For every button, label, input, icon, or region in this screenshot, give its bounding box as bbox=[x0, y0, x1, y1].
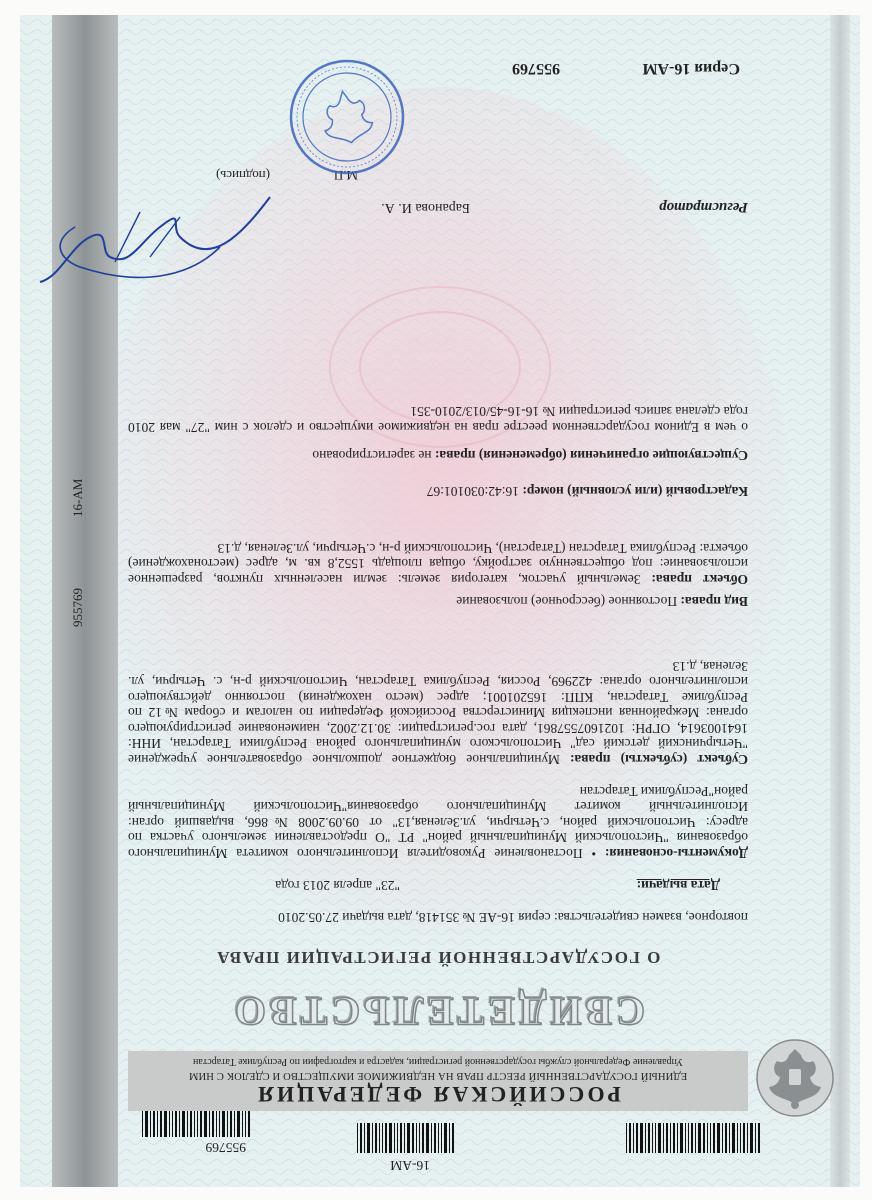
cadastral-label: Кадастровый (или условный) номер: bbox=[522, 484, 748, 499]
security-band-left bbox=[830, 15, 850, 1187]
side-series-label: 16-АМ bbox=[70, 478, 85, 517]
registry-record: о чем в Едином государственном реестре прав на недвижимое имущество и сделок с ним "27" мая 2010 года сделана запись регистрации № 16-16-45/013/2010-351 bbox=[128, 404, 748, 435]
registrar-name: Баранова И. А. bbox=[381, 200, 470, 215]
seal-label: М.П. bbox=[330, 168, 358, 183]
subject-text: Муниципальное бюджетное дошкольное образовательное учреждение "Четырчинский детский сад" Чистопольского муниципального района Республики Татарстан, ИНН: 1641003614, ОГРН: 1021607557861, дата гос.регистрации: 30.12.2002, наименование регистрирующего органа: Межрайонная инспекция Министерства Российской Федерации по налогам и сборам №12 по Республике Татарстан, КПП: 165201001; адрес (место нахождения) постоянно действующего исполнительного органа: 422969, Россия, Республика Татарстан, Чистопольский р-н, с. Четырчи, ул. Зеленая, д.13 bbox=[128, 659, 748, 767]
cadastral-block bbox=[128, 484, 748, 500]
basis-label: Документы-основания: bbox=[604, 846, 748, 861]
signature-caption: (подпись) bbox=[216, 168, 270, 183]
right-label: Вид права: bbox=[680, 594, 748, 609]
barcode-serial-label: 16-АМ bbox=[390, 1158, 430, 1173]
barcode-left bbox=[624, 1123, 760, 1153]
object-block bbox=[128, 541, 748, 588]
barcode-serial-number: 955769 bbox=[205, 1140, 246, 1155]
certificate-sheet bbox=[20, 15, 860, 1187]
encumbrance-label: Существующие ограничения (обременения) права: bbox=[434, 448, 748, 463]
barcode-right bbox=[140, 1107, 250, 1137]
registrar-label: Регистратор bbox=[659, 199, 748, 215]
authority-line: Управление Федеральной службы государственной регистрации, кадастра и картографии по Республике Татарстан bbox=[192, 1056, 684, 1067]
registry-line: ЕДИНЫЙ ГОСУДАРСТВЕННЫЙ РЕЕСТР ПРАВ НА НЕДВИЖИМОЕ ИМУЩЕСТВО И СДЕЛОК С НИМ bbox=[188, 1070, 688, 1081]
encumbrance-value: не зарегистрировано bbox=[312, 448, 432, 463]
barcode-middle bbox=[355, 1123, 454, 1153]
side-series-number: 955769 bbox=[70, 588, 85, 627]
subject-block bbox=[128, 659, 748, 768]
encumbrance-block bbox=[128, 448, 748, 464]
document-title: СВИДЕТЕЛЬСТВО bbox=[230, 989, 646, 1034]
registrar-signature-icon bbox=[30, 177, 280, 297]
subject-label: Субъект (субъекты) права: bbox=[569, 752, 748, 767]
double-eagle-emblem-icon bbox=[754, 1037, 836, 1119]
object-label: Объект права: bbox=[651, 572, 748, 587]
issue-date-label: Дата выдачи: bbox=[636, 878, 720, 893]
basis-block bbox=[128, 784, 748, 862]
series-number: 955769 bbox=[512, 60, 560, 77]
reissue-line: повторное, взамен свидетельства: серия 16-АЕ № 351418, дата выдачи 27.05.2010 bbox=[278, 910, 748, 925]
cadastral-value: 16:42:030101:67 bbox=[426, 484, 519, 499]
series-label: Серия 16-АМ bbox=[642, 60, 740, 77]
right-block bbox=[128, 594, 748, 610]
object-text: Земельный участок, категория земель: земли населенных пунктов, разрешенное использование: под общественную застройку, общая площадь 1552,8 кв. м, адрес (местонахождение) объекта: Республика Татарстан (Татарстан), Чистопольский р-н, с.Четырчи, ул.Зеленая, д.13 bbox=[127, 541, 748, 587]
document-subtitle: О ГОСУДАРСТВЕННОЙ РЕГИСТРАЦИИ ПРАВА bbox=[215, 948, 661, 967]
basis-text: • Постановление Руководителя Исполнительного комитета Муниципального образования "Чистопольский Муниципальный район" РТ "О предоставлении земельного участка по адресу: Чистопольский район, с.Четырчи, ул.Зеленая,13" от 09.09.2008 №866, выдавший орган: Исполнительный комитет Муниципального образования"Чистопольский Муниципальный район"Республики Татарстан bbox=[128, 784, 748, 861]
country-title: РОССИЙСКАЯ ФЕДЕРАЦИЯ bbox=[255, 1082, 621, 1107]
right-text: Постоянное (бессрочное) пользование bbox=[456, 594, 678, 609]
certificate-content bbox=[20, 15, 860, 1187]
official-seal-icon bbox=[277, 47, 418, 186]
issue-date-value: "23" апреля 2013 года bbox=[275, 878, 400, 893]
